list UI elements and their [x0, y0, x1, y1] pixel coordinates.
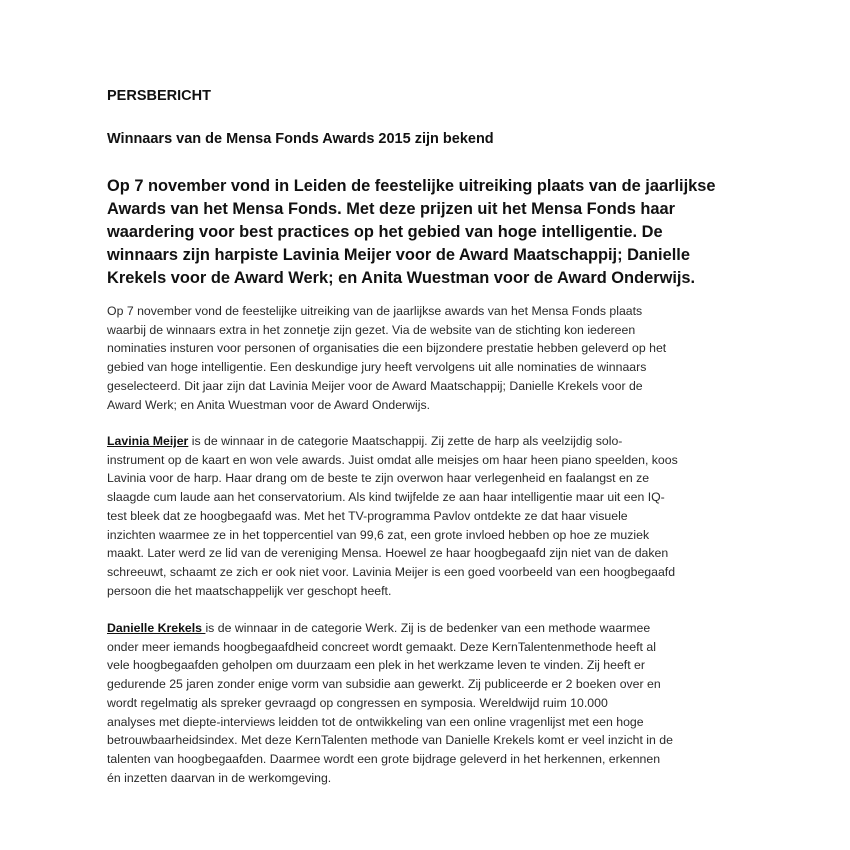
lead-line: Awards van het Mensa Fonds. Met deze prijzen uit het Mensa Fonds haar	[107, 200, 676, 218]
section-first-line	[107, 432, 747, 451]
body-line: gedurende 25 jaren zonder enige vorm van subsidie aan gewerkt. Zij publiceerde er 2 boeken over en	[107, 677, 661, 692]
document-title: Winnaars van de Mensa Fonds Awards 2015 zijn bekend	[107, 131, 494, 147]
body-line: schreeuwt, schaamt ze zich er ook niet voor. Lavinia Meijer is een goed voorbeeld van een hoogbegaafd	[107, 564, 676, 579]
body-line: geselecteerd. Dit jaar zijn dat Lavinia Meijer voor de Award Maatschappij; Danielle Krekels voor de	[107, 378, 643, 393]
body-line: Op 7 november vond de feestelijke uitreiking van de jaarlijkse awards van het Mensa Fonds plaats	[107, 304, 643, 318]
lead-paragraph	[107, 175, 747, 290]
lead-line: Krekels voor de Award Werk; en Anita Wuestman voor de Award Onderwijs.	[107, 269, 696, 287]
body-line: betrouwbaarheidsindex. Met deze KernTalenten methode van Danielle Krekels komt er veel inzicht in de	[107, 733, 673, 748]
body-line: maakt. Later werd ze lid van de vereniging Mensa. Hoewel ze haar hoogbegaafd zijn niet van de daken	[107, 546, 669, 561]
body-line: persoon die het maatschappelijk ver geschopt heeft.	[107, 583, 392, 598]
body-line: Lavinia voor de harp. Haar drang om de beste te zijn overwon haar verlegenheid en faalangst en ze	[107, 471, 650, 486]
body-line: instrument op de kaart en won vele awards. Juist omdat alle meisjes om haar heen piano speelden, koos	[107, 452, 678, 467]
body-line: analyses met diepte-interviews leidden tot de ontwikkeling van een online vragenlijst met een hoge	[107, 714, 644, 729]
intro-paragraph	[107, 302, 747, 414]
body-line: Award Werk; en Anita Wuestman voor de Award Onderwijs.	[107, 397, 431, 412]
body-line: slaagde cum laude aan het conservatorium. Als kind twijfelde ze aan haar intelligentie maar uit een IQ-	[107, 490, 665, 505]
section-first-line	[107, 619, 747, 638]
body-line: inzichten waarmee ze in het toppercentiel van 99,6 zat, een grote invloed hebben op hoe ze muziek	[107, 527, 650, 542]
body-line: nominaties insturen voor personen of organisaties die een bijzondere prestatie hebben geleverd op het	[107, 341, 667, 356]
lead-line: waardering voor best practices op het gebied van hoge intelligentie. De	[107, 223, 663, 241]
winner-name-link[interactable]: Danielle Krekels	[107, 621, 206, 635]
winner-name-link[interactable]: Lavinia Meijer	[107, 434, 189, 448]
body-line: onder meer iemands hoogbegaafdheid concreet wordt gemaakt. Deze KernTalentenmethode heeft al	[107, 639, 656, 654]
body-line: én inzetten daarvan in de werkomgeving.	[107, 770, 332, 785]
lead-line: Op 7 november vond in Leiden de feestelijke uitreiking plaats van de jaarlijkse	[107, 177, 716, 195]
body-line: vele hoogbegaafden geholpen om duurzaam een plek in het werkzame leven te vinden. Zij heeft er	[107, 658, 645, 673]
section-danielle-krekels	[107, 619, 747, 787]
body-text: is de winnaar in de categorie Werk. Zij is de bedenker van een methode waarmee	[205, 621, 651, 635]
lead-line: winnaars zijn harpiste Lavinia Meijer voor de Award Maatschappij; Danielle	[107, 246, 690, 264]
section-lavinia-meijer	[107, 432, 747, 600]
press-release-label: PERSBERICHT	[107, 88, 211, 104]
body-line: wordt regelmatig als spreker gevraagd op congressen en symposia. Wereldwijd ruim 10.000	[107, 695, 608, 710]
body-text: is de winnaar in de categorie Maatschappij. Zij zette de harp als veelzijdig solo-	[188, 434, 623, 448]
body-line: waarbij de winnaars extra in het zonnetje zijn gezet. Via de website van de stichting kon iedereen	[107, 322, 636, 337]
body-line: talenten van hoogbegaafden. Daarmee wordt een grote bijdrage geleverd in het herkennen, erkennen	[107, 751, 661, 766]
body-line: gebied van hoge intelligentie. Een deskundige jury heeft vervolgens uit alle nominaties de winnaars	[107, 360, 647, 375]
body-line: test bleek dat ze hoogbegaafd was. Met het TV-programma Pavlov ontdekte ze dat haar visuele	[107, 508, 628, 523]
